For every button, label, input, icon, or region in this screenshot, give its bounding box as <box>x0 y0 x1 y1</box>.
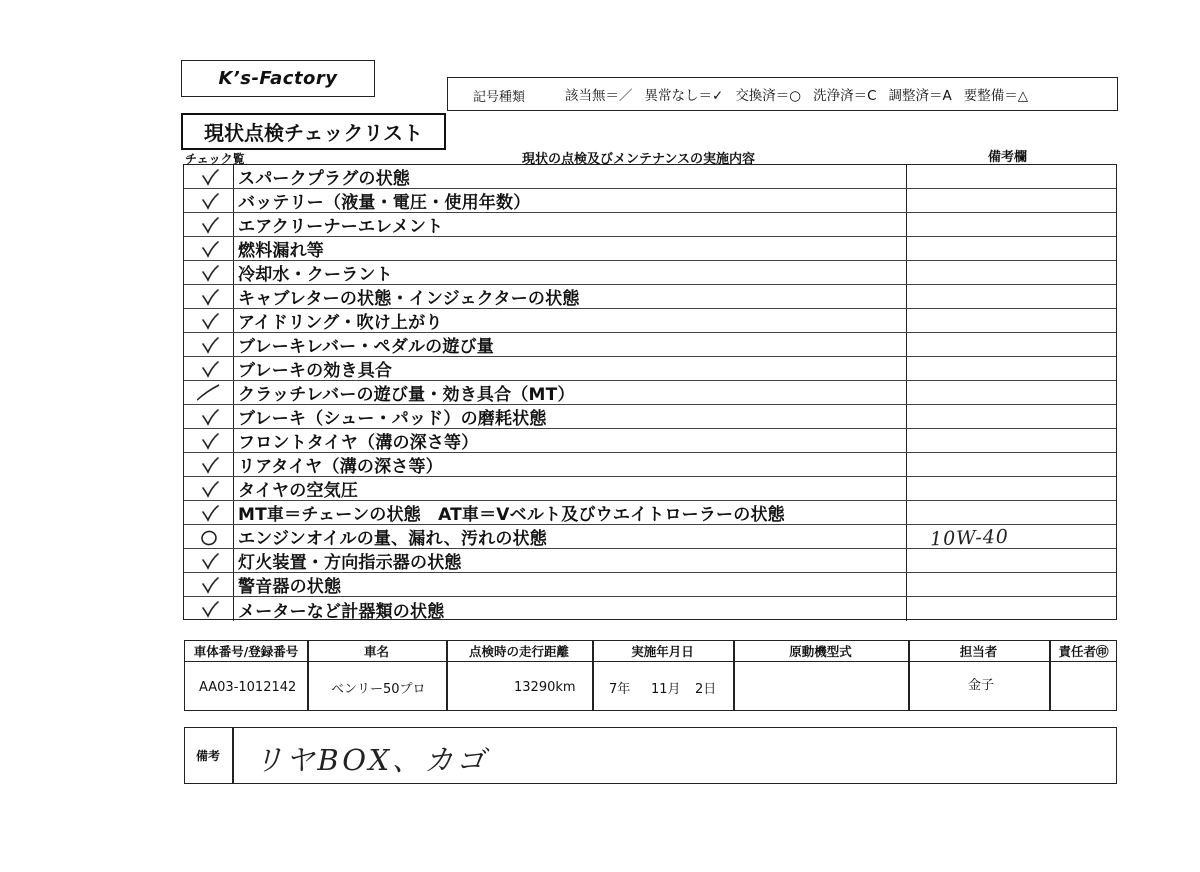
checklist-row <box>184 357 1116 381</box>
model-name-value: ベンリー50プロ <box>331 682 426 697</box>
checklist-row <box>184 477 1116 501</box>
date-day-value: 2日 <box>695 682 717 697</box>
remarks-cell <box>906 381 1116 404</box>
check-cell <box>184 405 234 428</box>
column-header-check: チェック覧 <box>185 152 245 166</box>
remarks-cell <box>906 573 1116 596</box>
checklist-row <box>184 261 1116 285</box>
check-cell <box>184 213 234 236</box>
check-cell <box>184 381 234 404</box>
checklist-item-label: MT車＝チェーンの状態 AT車＝Vベルト及びウエイトローラーの状態 <box>238 505 785 525</box>
check-cell <box>184 501 234 524</box>
remarks-cell <box>906 429 1116 452</box>
check-mark-icon <box>198 287 222 307</box>
remarks-cell <box>906 597 1116 621</box>
checklist-row <box>184 597 1116 621</box>
check-cell <box>184 285 234 308</box>
checklist-item-label: ブレーキレバー・ペダルの遊び量 <box>238 337 494 357</box>
legend-replaced: 交換済＝○ <box>735 88 802 104</box>
checklist-item-label: タイヤの空気圧 <box>238 481 359 501</box>
checklist-row <box>184 165 1116 189</box>
checklist-row <box>184 237 1116 261</box>
symbol-legend <box>565 84 1028 104</box>
checklist-row <box>184 285 1116 309</box>
column-header-content: 現状の点検及びメンテナンスの実施内容 <box>522 152 755 167</box>
checklist-row <box>184 549 1116 573</box>
check-cell <box>184 477 234 500</box>
check-cell <box>184 309 234 332</box>
check-mark-icon <box>198 479 222 499</box>
checklist-row <box>184 189 1116 213</box>
mileage-value: 13290km <box>514 680 576 695</box>
symbol-legend-label: 記号種類 <box>473 90 526 105</box>
staff-value: 金子 <box>968 678 995 693</box>
check-cell <box>184 261 234 284</box>
remarks-cell <box>906 285 1116 308</box>
remarks-cell <box>906 477 1116 500</box>
checklist-row <box>184 213 1116 237</box>
check-cell <box>184 237 234 260</box>
checklist-item-label: キャブレターの状態・インジェクターの状態 <box>238 289 580 309</box>
legend-adjusted: 調整済＝A <box>888 88 952 104</box>
check-cell <box>184 165 234 188</box>
header-frame-number: 車体番号/登録番号 <box>193 644 299 659</box>
check-cell <box>184 597 234 621</box>
remarks-label: 備考 <box>195 749 220 763</box>
header-model-name: 車名 <box>363 644 389 659</box>
remarks-cell <box>906 357 1116 380</box>
check-mark-icon <box>198 407 222 427</box>
checklist-item-label: ブレーキの効き具合 <box>238 361 393 381</box>
replaced-circle-icon <box>198 527 222 547</box>
check-mark-icon <box>198 239 222 259</box>
checklist-item-label: リアタイヤ（溝の深さ等） <box>238 457 443 477</box>
checklist-row <box>184 381 1116 405</box>
header-manager: 責任者㊞ <box>1058 644 1109 659</box>
checklist-item-label: エアクリーナーエレメント <box>238 217 444 237</box>
header-engine-type: 原動機型式 <box>789 644 852 659</box>
checklist-item-label: ブレーキ（シュー・パッド）の磨耗状態 <box>238 409 547 429</box>
remarks-handwritten: リヤBOX、カゴ <box>254 743 489 777</box>
checklist-item-label: アイドリング・吹け上がり <box>238 313 443 333</box>
checklist-row <box>184 333 1116 357</box>
checklist-row <box>184 573 1116 597</box>
check-mark-icon <box>198 215 222 235</box>
remarks-cell <box>906 501 1116 524</box>
remarks-cell <box>906 237 1116 260</box>
checklist-row <box>184 429 1116 453</box>
checklist-item-label: 燃料漏れ等 <box>238 241 324 261</box>
checklist-row <box>184 405 1116 429</box>
date-month-value: 11月 <box>651 682 681 697</box>
check-cell <box>184 357 234 380</box>
legend-needs-service: 要整備＝△ <box>963 88 1029 104</box>
remarks-cell <box>906 189 1116 212</box>
oil-grade-note: 10W-40 <box>929 525 1010 551</box>
checklist-item-label: フロントタイヤ（溝の深さ等） <box>238 433 479 453</box>
remarks-divider <box>232 727 234 784</box>
remarks-cell <box>906 309 1116 332</box>
checklist-item-label: スパークプラグの状態 <box>238 169 410 189</box>
check-mark-icon <box>198 191 222 211</box>
checklist-item-label: エンジンオイルの量、漏れ、汚れの状態 <box>238 529 547 549</box>
not-applicable-slash-icon <box>186 383 230 403</box>
legend-not-applicable: 該当無＝／ <box>565 88 633 104</box>
check-cell <box>184 573 234 596</box>
check-mark-icon <box>198 575 222 595</box>
remarks-cell <box>906 549 1116 572</box>
check-mark-icon <box>198 431 222 451</box>
header-mileage: 点検時の走行距離 <box>468 644 569 659</box>
frame-number-value: AA03-1012142 <box>199 680 297 695</box>
checklist-item-label: 警音器の状態 <box>238 577 342 597</box>
checklist-row <box>184 453 1116 477</box>
remarks-cell <box>906 165 1116 188</box>
check-mark-icon <box>198 599 222 619</box>
legend-cleaned: 洗浄済＝C <box>813 88 877 104</box>
check-cell <box>184 549 234 572</box>
check-mark-icon <box>198 263 222 283</box>
header-date: 実施年月日 <box>631 644 694 659</box>
check-cell <box>184 453 234 476</box>
check-mark-icon <box>198 455 222 475</box>
date-year-value: 7年 <box>609 682 631 697</box>
legend-no-issue: 異常なし＝✓ <box>644 88 724 104</box>
check-mark-icon <box>198 551 222 571</box>
checklist-row <box>184 309 1116 333</box>
check-cell <box>184 333 234 356</box>
check-mark-icon <box>198 167 222 187</box>
checklist-item-label: 冷却水・クーラント <box>238 265 393 285</box>
inspection-checklist <box>183 164 1117 620</box>
header-staff: 担当者 <box>959 644 998 659</box>
check-cell <box>184 189 234 212</box>
check-mark-icon <box>198 311 222 331</box>
checklist-row <box>184 501 1116 525</box>
column-header-remarks: 備考欄 <box>988 150 1028 165</box>
check-cell <box>184 525 234 548</box>
page-title: 現状点検チェックリスト <box>204 121 423 145</box>
remarks-cell <box>906 333 1116 356</box>
check-mark-icon <box>198 335 222 355</box>
check-mark-icon <box>198 503 222 523</box>
checklist-item-label: クラッチレバーの遊び量・効き具合（MT） <box>238 385 575 405</box>
checklist-item-label: 灯火装置・方向指示器の状態 <box>238 553 462 573</box>
checklist-item-label: メーターなど計器類の状態 <box>238 601 445 622</box>
remarks-cell <box>906 213 1116 236</box>
remarks-cell <box>906 453 1116 476</box>
company-logo: K’s-Factory <box>218 68 338 89</box>
check-mark-icon <box>198 359 222 379</box>
vehicle-info-table <box>184 640 1117 711</box>
remarks-cell <box>906 261 1116 284</box>
checklist-item-label: バッテリー（液量・電圧・使用年数） <box>238 193 531 213</box>
remarks-cell <box>906 405 1116 428</box>
check-cell <box>184 429 234 452</box>
